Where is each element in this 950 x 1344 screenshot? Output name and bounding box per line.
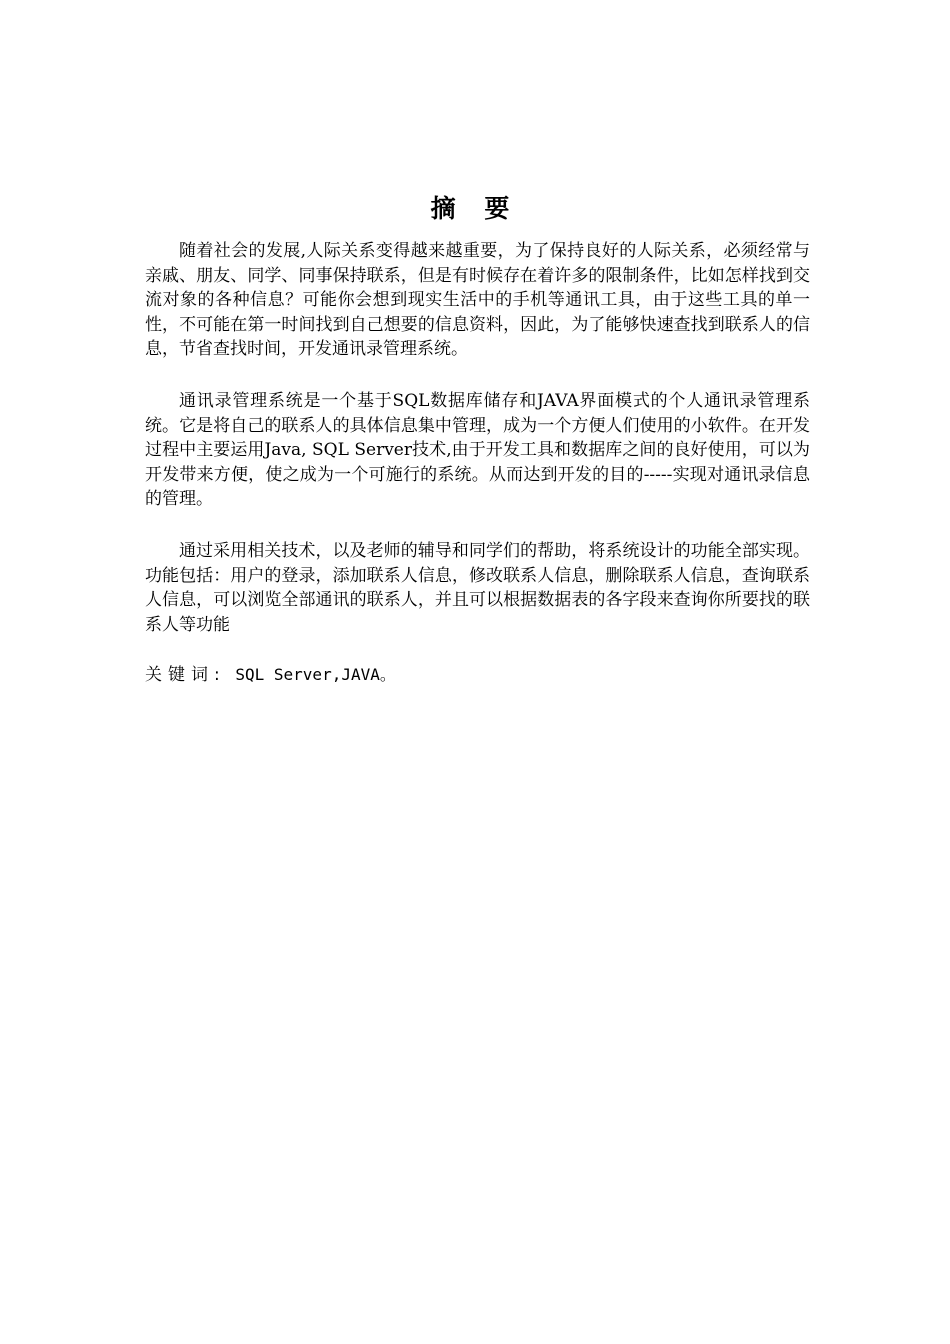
keywords-line	[145, 663, 810, 687]
abstract-paragraph-2: 通讯录管理系统是一个基于SQL数据库储存和JAVA界面模式的个人通讯录管理系统。它是将自己的联系人的具体信息集中管理，成为一个方便人们使用的小软件。在开发过程中主要运用Java, SQL Server技术,由于开发工具和数据库之间的良好使用，可以为开发带来方便，使之成为一个可施行的系统。从而达到开发的目的-----实现对通讯录信息的管理。	[145, 391, 810, 509]
abstract-title: 摘 要	[430, 194, 520, 223]
keywords-label: 关键词:	[145, 665, 226, 685]
abstract-paragraph-3: 通过采用相关技术，以及老师的辅导和同学们的帮助，将系统设计的功能全部实现。功能包括：用户的登录，添加联系人信息，修改联系人信息，删除联系人信息，查询联系人信息，可以浏览全部通讯的联系人，并且可以根据数据表的各字段来查询你所要找的联系人等功能	[145, 541, 810, 635]
keywords-value: SQL Server,JAVA。	[225, 665, 396, 684]
abstract-paragraph-1: 随着社会的发展,人际关系变得越来越重要，为了保持良好的人际关系，必须经常与亲戚、朋友、同学、同事保持联系，但是有时候存在着许多的限制条件，比如怎样找到交流对象的各种信息？可能你会想到现实生活中的手机等通讯工具，由于这些工具的单一性，不可能在第一时间找到自己想要的信息资料，因此，为了能够快速查找到联系人的信息，节省查找时间，开发通讯录管理系统。	[145, 241, 810, 359]
